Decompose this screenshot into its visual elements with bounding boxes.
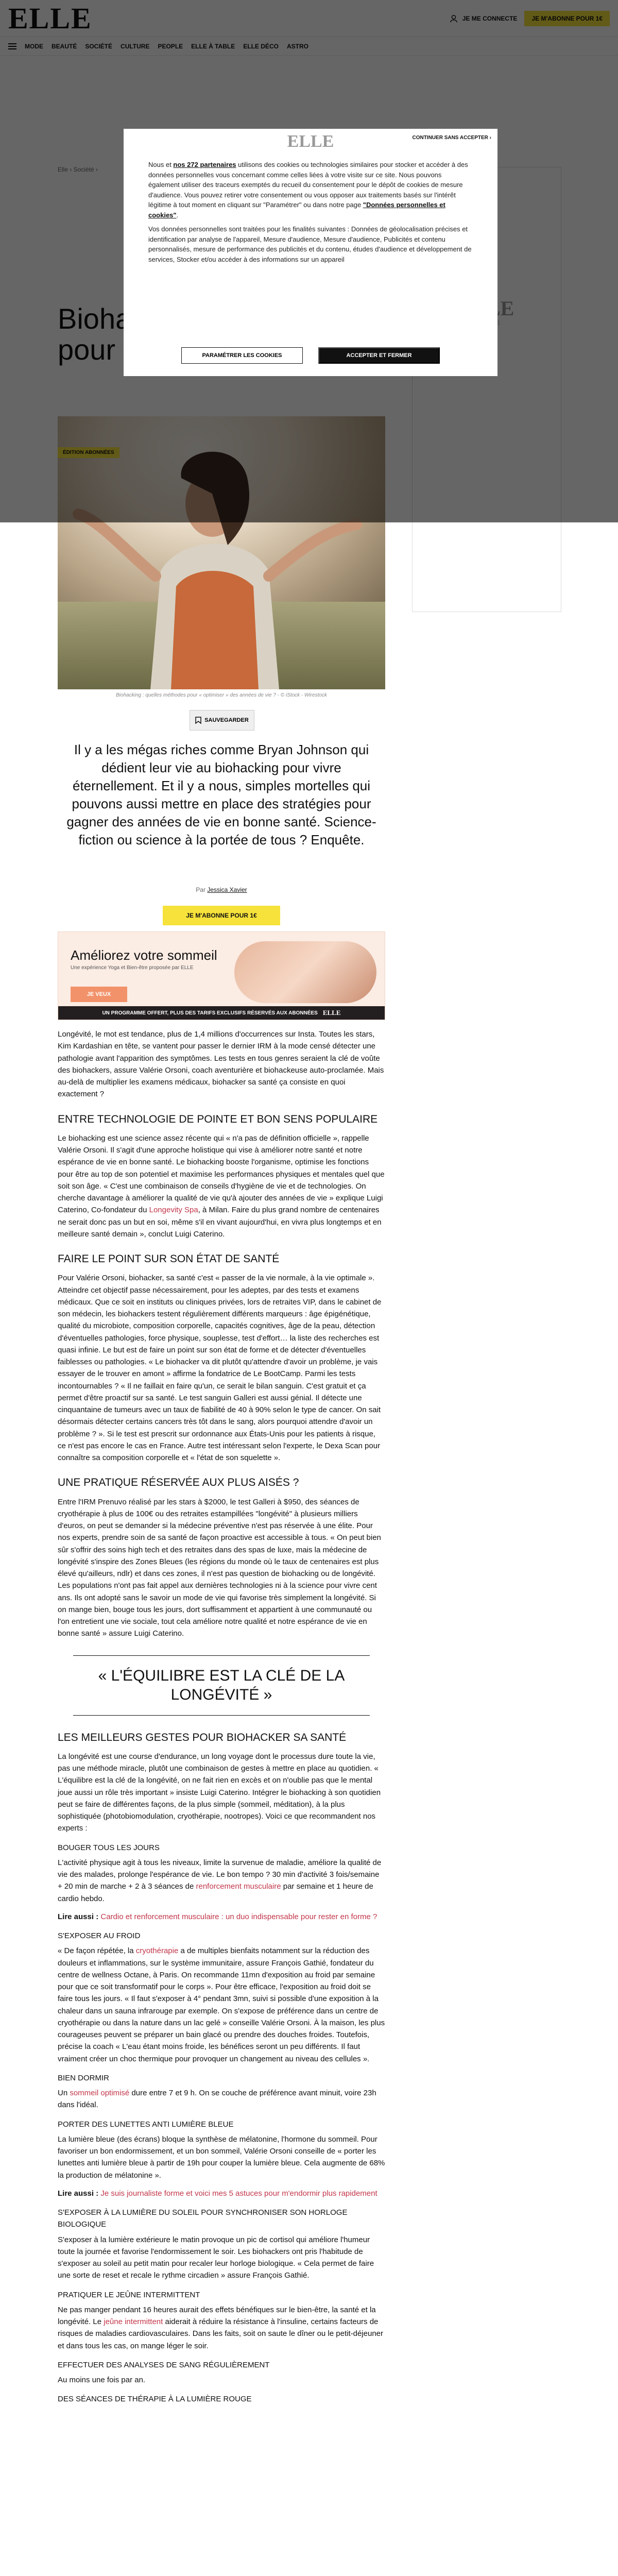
subsection-heading: PRATIQUER LE JEÛNE INTERMITTENT	[58, 2290, 200, 2299]
paragraph: Au moins une fois par an.	[58, 2376, 146, 2384]
inline-link[interactable]: sommeil optimisé	[70, 2089, 130, 2097]
section-heading: UNE PRATIQUE RÉSERVÉE AUX PLUS AISÉS ?	[58, 1477, 299, 1489]
image-caption: Biohacking : quelles méthodes pour « optimiser » des années de vie ? - © iStock - Wirestock	[116, 692, 327, 698]
paragraph: S'exposer à la lumière extérieure le matin provoque un pic de cortisol qui améliore l'humeur toute la journée et favorise l'endormissement le soir. Les biohackers ont pris l'habitude de s'exposer au soleil au petit matin pour recaler leur horloge biologique. « Cela permet de faire une sorte de reset et recale le rythme circadien » assure François Gathié.	[58, 2235, 374, 2280]
section-heading: FAIRE LE POINT SUR SON ÉTAT DE SANTÉ	[58, 1253, 280, 1265]
cookie-consent-dialog	[124, 129, 497, 376]
paragraph: La longévité est une course d'endurance, un long voyage dont le processus dure toute la vie, pas une méthode miracle, plutôt une combinaison de gestes à mettre en place au quotidien. « L'équilibre est la clé de la longévité, on ne fait rien en excès et on n'oublie pas que le mental joue aussi un rôle très important » insiste Luigi Caterino. Intégrer le biohacking à son quotidien peut se faire de différentes façons, de la plus simple (sommeil, méditation), à la plus sophistiquée (photobiomodulation, cryothérapie, nootropes). Voici ce que recommandent nos experts :	[58, 1752, 381, 1833]
pull-quote: « L'ÉQUILIBRE EST LA CLÉ DE LA LONGÉVITÉ »	[73, 1655, 370, 1716]
inline-link[interactable]: Longevity Spa	[149, 1206, 198, 1215]
author-prefix: Par	[196, 886, 208, 893]
subsection-heading: DES SÉANCES DE THÉRAPIE À LA LUMIÈRE ROUGE	[58, 2395, 252, 2404]
partners-link[interactable]: nos 272 partenaires	[173, 161, 236, 168]
cookie-paragraph	[148, 160, 473, 220]
read-also-link[interactable]: Cardio et renforcement musculaire : un duo indispensable pour rester en forme ?	[100, 1912, 377, 1921]
cookie-dialog-text	[148, 160, 473, 318]
paragraph	[58, 1132, 385, 1240]
paragraph-text: a de multiples bienfaits notamment sur la réduction des douleurs et inflammations, sur le système immunitaire, assure François Gathié, fondateur du centre de wellness Octane, à Paris. On recommande 11mn d'exposition au froid par semaine pour que ce soit transformatif pour le corps ». Pour être efficace, l'exposition au froid doit se faire tous les jours. « Il faut s'exposer à 4° pendant 3mn, suivi si possible d'une exposition à la chaleur dans un sauna infrarouge par exemple. On s'expose de préférence dans un centre de cryothérapie ou dans la nature dans un lac gelé » conseille Valérie Orsoni. À la maison, les plus courageuses peuvent se préparer un bain glacé ou prendre des douches froides. Toutefois, précise la coach « L'eau étant moins froide, les bénéfices seront un peu différents. Il faut vraiment créer un choc thermique pour provoquer un changement au niveau des cellules ».	[58, 1946, 385, 2063]
read-also-link[interactable]: Je suis journaliste forme et voici mes 5 astuces pour m'endormir plus rapidement	[100, 2189, 377, 2198]
author-line	[58, 886, 385, 893]
paragraph-text: Un	[58, 2089, 70, 2097]
subsection-heading: BOUGER TOUS LES JOURS	[58, 1843, 160, 1852]
read-also-label: Lire aussi :	[58, 2189, 99, 2198]
read-also-label: Lire aussi :	[58, 1912, 99, 1921]
paragraph-text: Ne pas manger pendant 16 heures aurait des effets bénéfiques sur le bien-être, la santé et la longévité. Le	[58, 2305, 376, 2326]
accept-cookies-button[interactable]: ACCEPTER ET FERMER	[318, 347, 440, 364]
paragraph-text: , à Milan. Faire du plus grand nombre de centenaires ne serait donc pas un but en soi, même s'il en vivant aujourd'hui, en vivra plus longtemps et en meilleure santé demain », conclut Luigi Caterino.	[58, 1206, 382, 1239]
cookie-text: Nous et	[148, 161, 174, 168]
paragraph-text: aiderait à réduire la résistance à l'insuline, certains facteurs de risques de maladies cardiovasculaires. Dans les faits, soit on saute le dîner ou le petit-déjeuner et dans tous les cas, on mange léger le soir.	[58, 2317, 384, 2350]
section-heading: ENTRE TECHNOLOGIE DE POINTE ET BON SENS POPULAIRE	[58, 1113, 378, 1125]
subsection-heading: S'EXPOSER AU FROID	[58, 1931, 141, 1940]
inline-link[interactable]: renforcement musculaire	[196, 1882, 281, 1891]
section-heading: LES MEILLEURS GESTES POUR BIOHACKER SA SANTÉ	[58, 1731, 347, 1743]
promo-title: Améliorez votre sommeil	[71, 947, 217, 963]
paragraph-text: L'activité physique agit à tous les niveaux, limite la survenue de maladie, améliore la qualité de vie des malades, prolonge l'espérance de vie. Le bon tempo ? 30 min d'activité 3 fois/semaine + 20 min de marche + 2 à 3 séances de	[58, 1858, 382, 1891]
paragraph-text: dure entre 7 et 9 h. On se couche de préférence avant minuit, voire 23h dans l'idéal.	[58, 2089, 376, 2110]
privacy-page-link[interactable]: "Données personnelles et cookies"	[148, 201, 445, 219]
promo-button[interactable]: JE VEUX	[71, 987, 127, 1002]
bookmark-icon	[195, 717, 201, 724]
paragraph	[58, 1945, 385, 2065]
promo-image	[234, 941, 376, 1003]
read-also	[58, 1911, 385, 1923]
cookie-settings-button[interactable]: PARAMÉTRER LES COOKIES	[181, 347, 303, 364]
cookie-text: utilisons des cookies ou technologies similaires pour stocker et accéder à des données personnelles vous concernant comme celles liées à votre visite sur ce site. Nous pouvons également utiliser des traceurs exemptés du recueil du consentement pour le dépôt de cookies de mesure d'audience. Vous pouvez retirer votre consentement ou vous opposer aux traitements basés sur l'intérêt légitime à tout moment en cliquant sur "Paramétrer" ou dans notre page	[148, 161, 468, 209]
cookie-buttons	[124, 347, 497, 364]
paragraph-text: « De façon répétée, la	[58, 1946, 136, 1956]
subsection-heading: PORTER DES LUNETTES ANTI LUMIÈRE BLEUE	[58, 2120, 234, 2129]
paragraph	[58, 1857, 385, 1905]
subsection-heading: S'EXPOSER À LA LUMIÈRE DU SOLEIL POUR SYNCHRONISER SON HORLOGE BIOLOGIQUE	[58, 2208, 348, 2229]
article-lead: Il y a les mégas riches comme Bryan Johnson qui dédient leur vie au biohacking pour vivre éternellement. Et il y a nous, simples mortelles qui pouvons aussi mettre en place des stratégies pour gagner des années de vie en bonne santé. Science-fiction ou science à la portée de tous ? Enquête.	[66, 742, 376, 848]
paragraph-text: par semaine et 1 heure de cardio hebdo.	[58, 1882, 373, 1903]
promo-banner[interactable]	[58, 931, 385, 1020]
cookie-text: .	[176, 211, 179, 219]
promo-footer-logo: ELLE	[322, 1009, 341, 1016]
save-label: SAUVEGARDER	[204, 717, 249, 723]
article-body	[58, 1028, 385, 2409]
paragraph	[58, 2304, 385, 2352]
save-button[interactable]	[190, 710, 254, 731]
cookie-purposes: Vos données personnelles sont traitées pour les finalités suivantes : Données de géolocalisation précises et identification par analyse de l'appareil, Mesure d'audience, Mesure d'audience, Publicités et contenu personnalisés, mesure de performance des publicités et du contenu, études d'audience et développement de services, Stocker et/ou accéder à des informations sur un appareil	[148, 225, 472, 263]
continue-without-accepting-link[interactable]: CONTINUER SANS ACCEPTER ›	[412, 135, 491, 141]
paragraph: Longévité, le mot est tendance, plus de 1,4 millions d'occurrences sur Insta. Toutes les stars, Kim Kardashian en tête, se vantent pour passer le dernier IRM à la mode censé détecter une pathologie avant l'apparition des symptômes. Les tests en tous genres seraient la clé de voûte des biohackers, assure Valérie Orsoni, coach aventurière et biohackeuse auto-proclamée. Mais au-delà de multiplier les examens médicaux, biohacker sa santé ça consiste en quoi exactement ?	[58, 1030, 384, 1099]
author-link[interactable]: Jessica Xavier	[207, 886, 247, 893]
paragraph: Pour Valérie Orsoni, biohacker, sa santé c'est « passer de la vie normale, à la vie optimale ». Atteindre cet objectif passe nécessairement, pour les adeptes, par des tests et examens médicaux. Que ce soit en instituts ou cliniques privées, lors de retraites VIP, dans le cabinet de son médecin, les biohackers testent régulièrement différents marqueurs : âge épigénétique, qualité du microbiote, composition corporelle, capacités cognitives, âge de la peau, détection d'éventuelles pathologies, force physique, souplesse, test d'effort… la liste des recherches est quasi infinie. Le but est de faire un point sur son état de forme et de détecter d'éventuelles faiblesses ou pathologies. « Le biohacker va dit plutôt qu'attendre d'avoir un problème, je vais essayer de le trouver en amont » affirme la fondatrice de Le BootCamp. Parmi les tests incontournables ? « Il ne faillait en faire qu'un, ce serait le bilan sanguin. C'est gratuit et ça permet d'être proactif sur sa santé. Le test sanguin Galleri est aussi génial. Il détecte une cinquantaine de tumeurs avec un taux de fiabilité de 40 à 90% selon le type de cancer. On sait désormais détecter certains cancers très tôt dans le sang, alors pourquoi attendre d'avoir un problème ? ». Si le test est prescrit sur ordonnance aux États-Unis pour les patients à risque, ce n'est pas encore le cas en France. Autre test intéressant selon l'experte, le Dexa Scan pour connaître sa composition corporelle et « l'état de son squelette ».	[58, 1274, 382, 1462]
paragraph-text: Le biohacking est une science assez récente qui « n'a pas de définition officielle », rappelle Valérie Orsoni. Il s'agit d'une approche holistique qui vise à améliorer notre santé et notre espérance de vie en bonne santé. Le biohacking booste l'organisme, optimise les fonctions pour être au top de son potentiel et maximise les performances physiques et mentales quel que soit son âge. « C'est une combinaison de conseils d'hygiène de vie et de technologies. On cherche davantage à améliorer la qualité de vie qu'à ajouter des années de vie » explique Luigi Caterino, Co-fondateur du	[58, 1133, 385, 1215]
subsection-heading: BIEN DORMIR	[58, 2073, 110, 2082]
paragraph: Entre l'IRM Prenuvo réalisé par les stars à $2000, le test Galleri à $950, des séances de cryothérapie à plus de 100€ ou des retraites estampillées "longévité" à plusieurs milliers d'euros, on peut se demander si la médecine préventive n'est pas réservée à une élite. Pour nos experts, prendre soin de sa santé de façon proactive est accessible à tous. « On peut bien sûr s'offrir des soins high tech et des retraites dans des spas de luxe, mais la médecine de longévité s'inspire des Zones Bleues (les régions du monde où le taux de centenaires est plus élevé qu'ailleurs, ndlr) et dans ces zones, il n'est pas question de biohacking ou de longévité. Les populations n'ont pas fait appel aux dernières technologies ni à la science pour vivre cent ans. Ils ont adopté sans le savoir un mode de vie qui favorise très simplement la longévité. Si on mange bien, bouge tous les jours, dort suffisamment et appartient à une communauté ou l'on entretient une vie sociale, tout cela améliore notre qualité et notre espérance de vie en bonne santé » assure Luigi Caterino.	[58, 1497, 381, 1638]
subsection-heading: EFFECTUER DES ANALYSES DE SANG RÉGULIÈREMENT	[58, 2360, 270, 2369]
read-also	[58, 2188, 385, 2199]
paragraph	[58, 2087, 385, 2111]
promo-subtitle: Une expérience Yoga et Bien-être proposée par ELLE	[71, 965, 194, 971]
inline-subscribe-button[interactable]: JE M'ABONNE POUR 1€	[163, 906, 280, 925]
inline-link[interactable]: jeûne intermittent	[104, 2317, 163, 2326]
cookie-dialog-logo: ELLE	[287, 132, 334, 151]
promo-footer	[58, 1006, 385, 1020]
inline-link[interactable]: cryothérapie	[135, 1946, 179, 1956]
promo-footer-text: UN PROGRAMME OFFERT, PLUS DES TARIFS EXCLUSIFS RÉSERVÉS AUX ABONNÉES	[102, 1010, 318, 1016]
paragraph: La lumière bleue (des écrans) bloque la synthèse de mélatonine, l'hormone du sommeil. Pour favoriser un bon endormissement, et un bon sommeil, Valérie Orsoni conseille de « porter les lunettes anti lumière bleue à partir de 19h pour couper la lumière bleue. Cela augmente de 68% la production de mélatonine ».	[58, 2134, 385, 2180]
